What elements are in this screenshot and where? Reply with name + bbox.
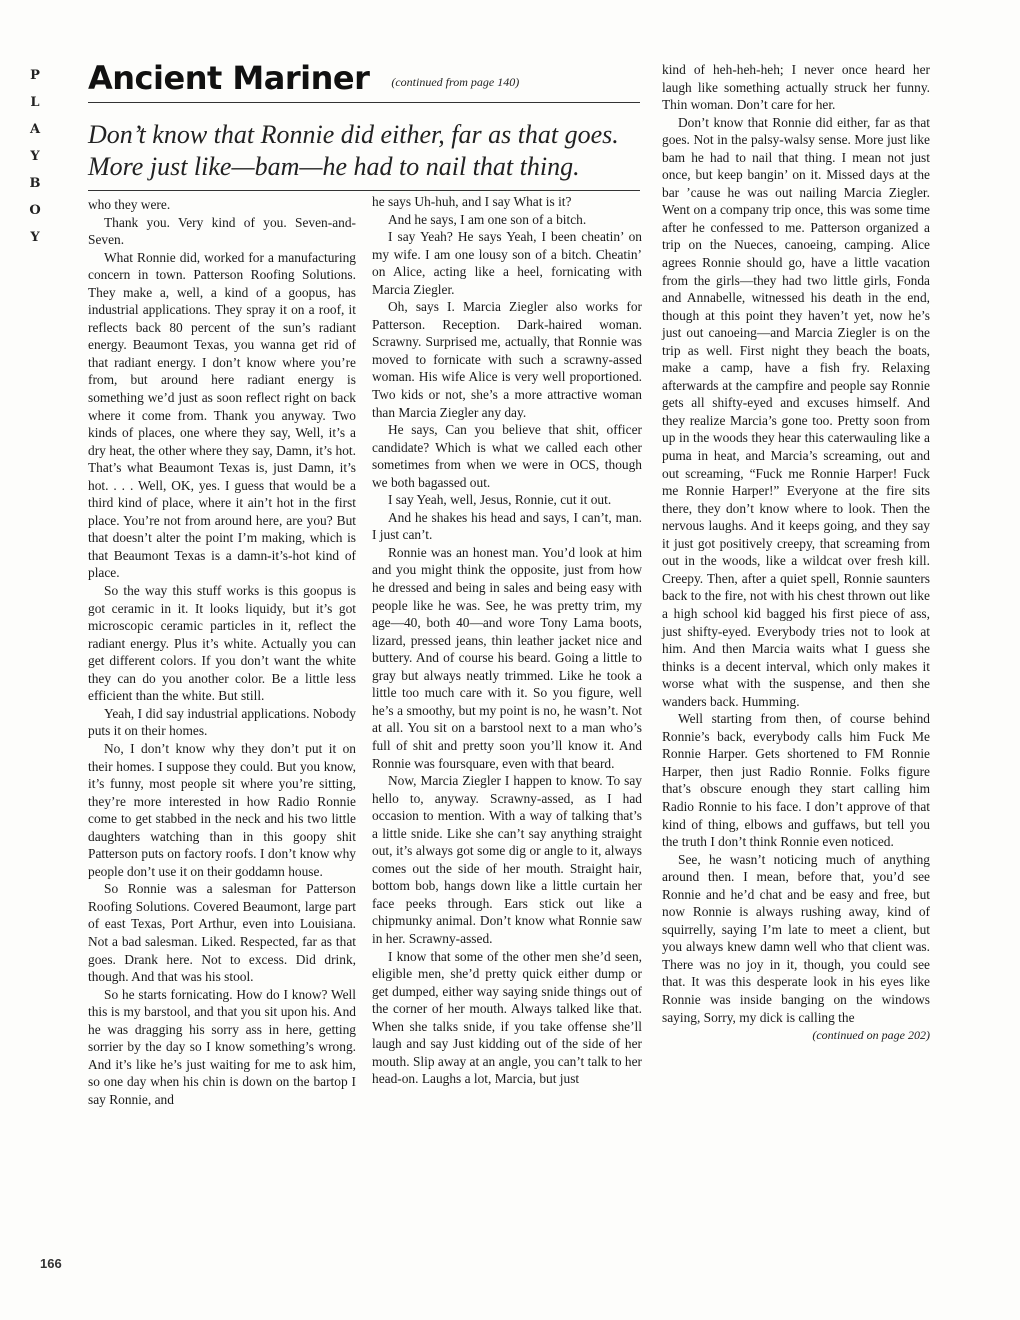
paragraph: I say Yeah? He says Yeah, I been cheatin’ on my wife. I am one lousy son of a bitch. Cheatin’ on Alice, acting like a heel, fornicating with Marcia Ziegler.	[372, 229, 642, 297]
logo-letter: A	[29, 122, 41, 137]
pull-quote	[88, 119, 640, 183]
paragraph: Now, Marcia Ziegler I happen to know. To say hello to, anyway. Scrawny-assed, as I had occasion to mention. With a way of talking that’s a little snide. Like she can’t say anything straight out, it’s always got some dig or angle to it, always comes out the side of her mouth. Straight hair, bottom bob, hangs down like a little curtain her face peeks through. Ears stick out like a chipmunky animal. Don’t know what Ronnie saw in her. Scrawny-assed.	[372, 773, 642, 946]
continued-from-note: (continued from page 140)	[391, 75, 520, 89]
continued-on-note: (continued on page 202)	[812, 1028, 930, 1043]
paragraph: Ronnie was an honest man. You’d look at him and you might think the opposite, just from how he dressed and being in sales and being easy with people like he was. See, he was pretty trim, my age—40, both 40—and wore Tony Lama boots, lizard, pressed jeans, thin leather jacket nice and buttery. And of course his beard. Going a little to gray but always neatly trimmed. Like he took a little too much care with it. So you figure, well he’s a smoothy, but my point is no, he wasn’t. Not at all. You sit on a barstool next to a man who’s full of shit and pretty soon you’ll know it. And Ronnie was foursquare, even with that beard.	[372, 544, 642, 771]
text-column-2	[372, 193, 642, 1088]
paragraph: I know that some of the other men she’d seen, eligible men, she’d pretty quick either dump or get dumped, either way saying snide things out of the corner of her mouth. Always talked like that. When she talks snide, if you take offense she’ll laugh and say Just kidding out of the side of her mouth. Slip away at an angle, you can’t talk to her head-on. Laughs a lot, Marcia, but just	[372, 948, 642, 1087]
paragraph: Don’t know that Ronnie did either, far as that goes. Not in the palsy-walsy sense. More just like bam he had to nail that thing. I mean not just once, but keep bangin’ on it. Missed days at the bar ’cause he was out nailing Marcia Ziegler. Went on a company trip once, this was some time after he confessed to me. Patterson organized a trip on the Nueces, canoeing, camping. Alice agrees Ronnie should go, have a little vacation from the girls—they had two little girls, Fonda and Annabelle, witnessed his death in the end, though at this point they haven’t yet, now he’s just out canoeing—and Marcia Ziegler is on the trip as well. First night they beach the boats, make a camp, have a fish fry. Relaxing afterwards at the campfire and people say Ronnie gets all shifty-eyed and excuses himself. And they realize Marcia’s gone too. Pretty soon from up in the woods they hear this caterwauling like a puma in heat, and Marcia’s screaming, out and out screaming, “Fuck me Ronnie Harper! Fuck me Ronnie Harper!” Everyone at the fire sits there, they don’t know where to look. Then the nervous laughs. And it keeps going, and they say it just got positively creepy, that screaming from out in the woods, like a wildcat over fresh kill. Creepy. Then, after a quiet spell, Ronnie saunters back to the fire, not with his chest thrown out like a high school kid bagged his first piece of ass, just shifty-eyed. Everybody tries not to look at him. And then Marcia waits what I guess she thinks is a decent interval, which only makes it worse what with the suspense, and then she wanders back. Humming.	[662, 114, 930, 709]
paragraph: See, he wasn’t noticing much of anything around then. I mean, before that, you’d see Ronnie and he’d chat and be easy and free, but now Ronnie is always rushing away, kind of squirrelly, saying I’m late to meet a client, but you always knew damn well who that client was. There was no joy in it, though, you could see that. It was this desperate look in his eyes like Ronnie was inside banging on the windows saying, Sorry, my dick is calling the	[662, 851, 930, 1025]
logo-letter: B	[29, 176, 41, 191]
logo-letter: P	[30, 68, 40, 83]
paragraph: He says, Can you believe that shit, officer candidate? Which is what we called each other sometimes from when we were in OCS, though we both bagassed out.	[372, 422, 642, 490]
logo-letter: Y	[30, 149, 40, 164]
paragraph: And he shakes his head and says, I can’t, man. I just can’t.	[372, 509, 642, 543]
pull-quote-line: Don’t know that Ronnie did either, far as that goes.	[88, 120, 619, 149]
page-number: 166	[40, 1256, 62, 1271]
title-row	[88, 58, 640, 103]
text-column-3	[662, 61, 930, 1045]
logo-letter: L	[30, 95, 40, 110]
paragraph: And he says, I am one son of a bitch.	[388, 211, 587, 227]
text-column-1	[88, 196, 356, 1108]
paragraph: Oh, says I. Marcia Ziegler also works for Patterson. Reception. Dark-haired woman. Scrawny. Surprised me, actually, that Ronnie was moved to fornicate with such a scrawny-assed woman. His wife Alice is very well proportioned. Two kids or not, she’s a more attractive woman than Marcia Ziegler any day.	[372, 299, 642, 420]
paragraph: who they were.	[88, 197, 171, 212]
paragraph: I say Yeah, well, Jesus, Ronnie, cut it out.	[388, 492, 612, 508]
paragraph: No, I don’t know why they don’t put it on their homes. I suppose they could. But you know, it’s funny, most people sit where you’re sitting, they’re more interested in how Radio Ronnie come to get stabbed in the neck and his two little daughters watching than in this goopy shit Patterson puts on factory roofs. I don’t know why people don’t use it on their goddamn house.	[88, 740, 356, 879]
paragraph: Yeah, I did say industrial applications. Nobody puts it on their homes.	[88, 705, 356, 739]
magazine-masthead-vertical	[22, 62, 48, 251]
paragraph: kind of heh-heh-heh; I never once heard her laugh like something actually struck her funny. Thin woman. Don’t care for her.	[662, 62, 930, 113]
paragraph: he says Uh-huh, and I say What is it?	[372, 194, 572, 209]
paragraph: Well starting from then, of course behind Ronnie’s back, everybody calls him Fuck Me Ronnie Harper. Gets shortened to FM Ronnie Harper, then just Radio Ronnie. Folks figure that’s obscure enough they start calling him Radio Ronnie to his face. I don’t approve of that kind of thing, elbows and guffaws, but tell you the truth I don’t think Ronnie even noticed.	[662, 711, 930, 850]
paragraph: So he starts fornicating. How do I know? Well this is my barstool, and that you sit upon his. And he was dragging his sorry ass in here, getting sorrier by the day so I know something’s wrong. And it’s like he’s just waiting for me to ask him, so one day when his chin is down on the bartop I say Ronnie, and	[88, 986, 356, 1107]
paragraph: What Ronnie did, worked for a manufacturing concern in town. Patterson Roofing Solutions. They make a, well, a kind of a goopus, has industrial applications. They spray it on a roof, it reflects back 80 percent of the sun’s radiant energy. Beaumont Texas, you wanna get rid of that radiant energy. I don’t know where you’re from, but around here radiant energy is something we’d just as soon reflect right on back where it come from. Thank you anyway. Two kinds of places, one where they say, Well, it’s a dry heat, the other where they say, Damn, it’s hot. That’s what Beaumont Texas is, just Damn, it’s hot. . . . Well, OK, yes. I guess that would be a third kind of place, where it ain’t hot in the first place. You’re not from around here, are you? But that doesn’t alter the point I’m making, which is that Beaumont Texas is a damn-it’s-hot kind of place.	[88, 249, 356, 581]
paragraph: So Ronnie was a salesman for Patterson Roofing Solutions. Covered Beaumont, large part of east Texas, Port Arthur, even into Louisiana. Not a bad salesman. Liked. Respected, far as that goes. Drank here. Not to excess. Did drink, though. And that was his stool.	[88, 881, 356, 985]
article-header	[88, 58, 640, 183]
logo-letter: O	[29, 203, 41, 218]
header-divider	[88, 190, 640, 191]
paragraph: So the way this stuff works is this goopus is got ceramic in it. It looks liquidy, but it’s got microscopic ceramic particles in it, reflect the radiant energy. Plus it’s white. Actually you can get different colors. If you don’t want the white they can do you another color. Be a little less efficient than the white. But still.	[88, 583, 356, 704]
paragraph: Thank you. Very kind of you. Seven-and-Seven.	[88, 214, 356, 248]
article-title: Ancient Mariner	[88, 59, 370, 97]
logo-letter: Y	[30, 230, 40, 245]
pull-quote-line: More just like—bam—he had to nail that thing.	[88, 152, 580, 181]
